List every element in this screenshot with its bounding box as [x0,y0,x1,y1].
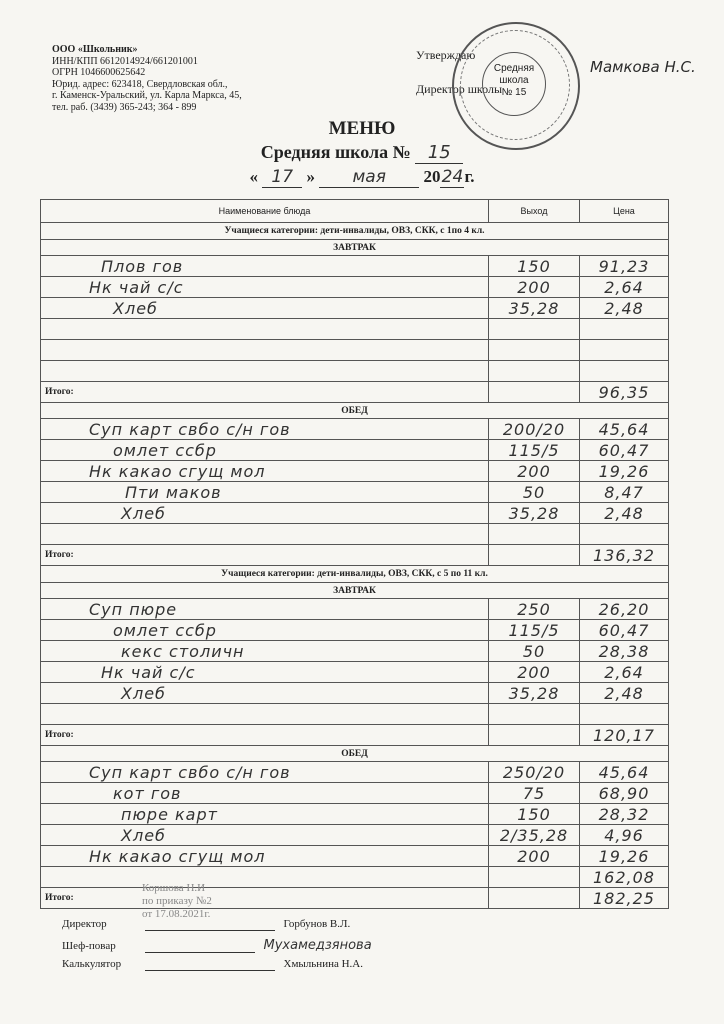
stamp-line1: Средняя [493,63,535,74]
dish-output: 200 [489,662,580,683]
category-label: Учащиеся категории: дети-инвалиды, ОВЗ, СКК, с 5 по 11 кл. [41,566,669,583]
table-row [41,867,669,888]
dish-price: 2,64 [580,277,669,298]
dish-price: 8,47 [580,482,669,503]
approve-label: Утверждаю [416,48,476,62]
total-value: 182,25 [580,888,669,909]
dish-name: Нк какао сгущ мол [41,846,489,867]
dish-output: 115/5 [489,440,580,461]
meal-row [41,240,669,256]
table-row [41,419,669,440]
dish-output: 35,28 [489,683,580,704]
dish-output: 200/20 [489,419,580,440]
dish-price: 2,64 [580,662,669,683]
date-mid: » [306,167,315,186]
dish-output: 150 [489,804,580,825]
company-name: ООО «Школьник» [52,44,138,55]
dish-price: 2,48 [580,298,669,319]
stamp-line3: № 15 [501,87,527,98]
col-header-name: Наименование блюда [41,200,489,223]
overlay-line1: Коршова Н.И [142,882,206,894]
date-year: 24 [441,167,464,187]
table-row [41,298,669,319]
dish-name: Нк чай с/с [41,277,489,298]
table-row [41,762,669,783]
dish-output: 115/5 [489,620,580,641]
table-row [41,641,669,662]
breakfast-label: ЗАВТРАК [41,240,669,256]
total-label: Итого: [41,888,489,909]
dish-price: 4,96 [580,825,669,846]
dish-price: 28,38 [580,641,669,662]
dish-name: Суп карт свбо с/н гов [41,419,489,440]
dish-output: 75 [489,783,580,804]
table-row [41,599,669,620]
dish-output [489,867,580,888]
lunch-label: ОБЕД [41,403,669,419]
company-address-line1: Юрид. адрес: 623418, Свердловская обл., [52,78,228,90]
table-row-empty [41,319,669,340]
table-row [41,277,669,298]
table-row-empty [41,361,669,382]
footer-calculator [62,958,363,971]
table-header-row [41,200,669,223]
total-row [41,382,669,403]
category-row [41,566,669,583]
dish-name: Плов гов [41,256,489,277]
table-row [41,783,669,804]
total-label: Итого: [41,545,489,566]
menu-table [40,199,669,909]
table-row [41,256,669,277]
dish-name: Хлеб [41,298,489,319]
dish-output: 200 [489,846,580,867]
footer-director-label: Директор [62,918,107,930]
dish-name: Суп карт свбо с/н гов [41,762,489,783]
overlay-line2: по приказу №2 [142,895,212,907]
date-day: 17 [262,167,302,188]
dish-name: кот гов [41,783,489,804]
table-row [41,846,669,867]
total-value: 120,17 [580,725,669,746]
dish-name: кекс столичн [41,641,489,662]
table-row [41,825,669,846]
dish-output: 250/20 [489,762,580,783]
dish-name: Хлеб [41,683,489,704]
dish-output: 50 [489,482,580,503]
col-header-out: Выход [489,200,580,223]
dish-price: 2,48 [580,683,669,704]
dish-price: 19,26 [580,846,669,867]
footer-calc-name: Хмыльнина Н.А. [283,958,363,970]
total-row [41,545,669,566]
table-row [41,620,669,641]
stamp-center [482,52,546,116]
total-label: Итого: [41,382,489,403]
footer-calc-label: Калькулятор [62,958,122,970]
dish-name: Нк какао сгущ мол [41,461,489,482]
dish-price: 26,20 [580,599,669,620]
footer-director [62,918,350,931]
stamp-line2: школа [499,75,529,86]
director-label: Директор школы [416,82,503,96]
footer-director-name: Горбунов В.Л. [283,918,351,930]
dish-name [41,867,489,888]
dish-output: 35,28 [489,503,580,524]
date-open: « [249,167,258,186]
overlay-line3: от 17.08.2021г. [142,908,211,920]
dish-price: 19,26 [580,461,669,482]
col-header-price: Цена [580,200,669,223]
dish-name: пюре карт [41,804,489,825]
table-row [41,440,669,461]
total-value: 96,35 [580,382,669,403]
dish-price: 60,47 [580,440,669,461]
table-row-empty [41,524,669,545]
dish-price: 45,64 [580,762,669,783]
dish-price: 68,90 [580,783,669,804]
footer-chef [62,938,372,953]
date-line [0,167,724,188]
director-signature: Мамкова Н.С. [590,58,696,76]
footer-chef-name: Мухамедзянова [263,938,372,953]
dish-output: 150 [489,256,580,277]
meal-row [41,746,669,762]
dish-output: 200 [489,461,580,482]
footer-chef-label: Шеф-повар [62,940,116,952]
dish-name: Суп пюре [41,599,489,620]
dish-price: 2,48 [580,503,669,524]
table-row [41,461,669,482]
breakfast-label: ЗАВТРАК [41,583,669,599]
dish-price: 28,32 [580,804,669,825]
dish-price: 162,08 [580,867,669,888]
year-prefix: 20 [423,167,441,186]
dish-price: 60,47 [580,620,669,641]
dish-output: 2/35,28 [489,825,580,846]
table-row [41,503,669,524]
total-row [41,725,669,746]
table-row-empty [41,340,669,361]
dish-price: 91,23 [580,256,669,277]
dish-name: омлет ссбр [41,620,489,641]
meal-row [41,583,669,599]
table-row [41,683,669,704]
dish-name: Пти маков [41,482,489,503]
dish-output: 200 [489,277,580,298]
dish-name: омлет ссбр [41,440,489,461]
lunch-label: ОБЕД [41,746,669,762]
company-inn: ИНН/КПП 6612014924/661201001 [52,55,198,67]
approval-overlay-stamp [142,882,212,921]
dish-output: 250 [489,599,580,620]
table-row [41,482,669,503]
dish-name: Нк чай с/с [41,662,489,683]
category-label: Учащиеся категории: дети-инвалиды, ОВЗ, СКК, с 1по 4 кл. [41,223,669,240]
total-value: 136,32 [580,545,669,566]
dish-output: 50 [489,641,580,662]
meal-row [41,403,669,419]
total-label: Итого: [41,725,489,746]
company-phone: тел. раб. (3439) 365-243; 364 - 899 [52,101,197,113]
dish-price: 45,64 [580,419,669,440]
table-row [41,804,669,825]
company-address-line2: г. Каменск-Уральский, ул. Карла Маркса, 45, [52,90,242,101]
company-ogrn: ОГРН 1046600625642 [52,67,146,78]
page-title: МЕНЮ [328,118,396,139]
company-header [52,44,242,113]
table-row-empty [41,704,669,725]
year-suffix: г. [464,167,475,186]
school-line [0,142,724,164]
table-row [41,662,669,683]
school-number: 15 [415,142,463,164]
dish-name: Хлеб [41,825,489,846]
school-label: Средняя школа № [260,142,411,162]
dish-output: 35,28 [489,298,580,319]
category-row [41,223,669,240]
dish-name: Хлеб [41,503,489,524]
date-month: мая [319,167,419,188]
total-row [41,888,669,909]
